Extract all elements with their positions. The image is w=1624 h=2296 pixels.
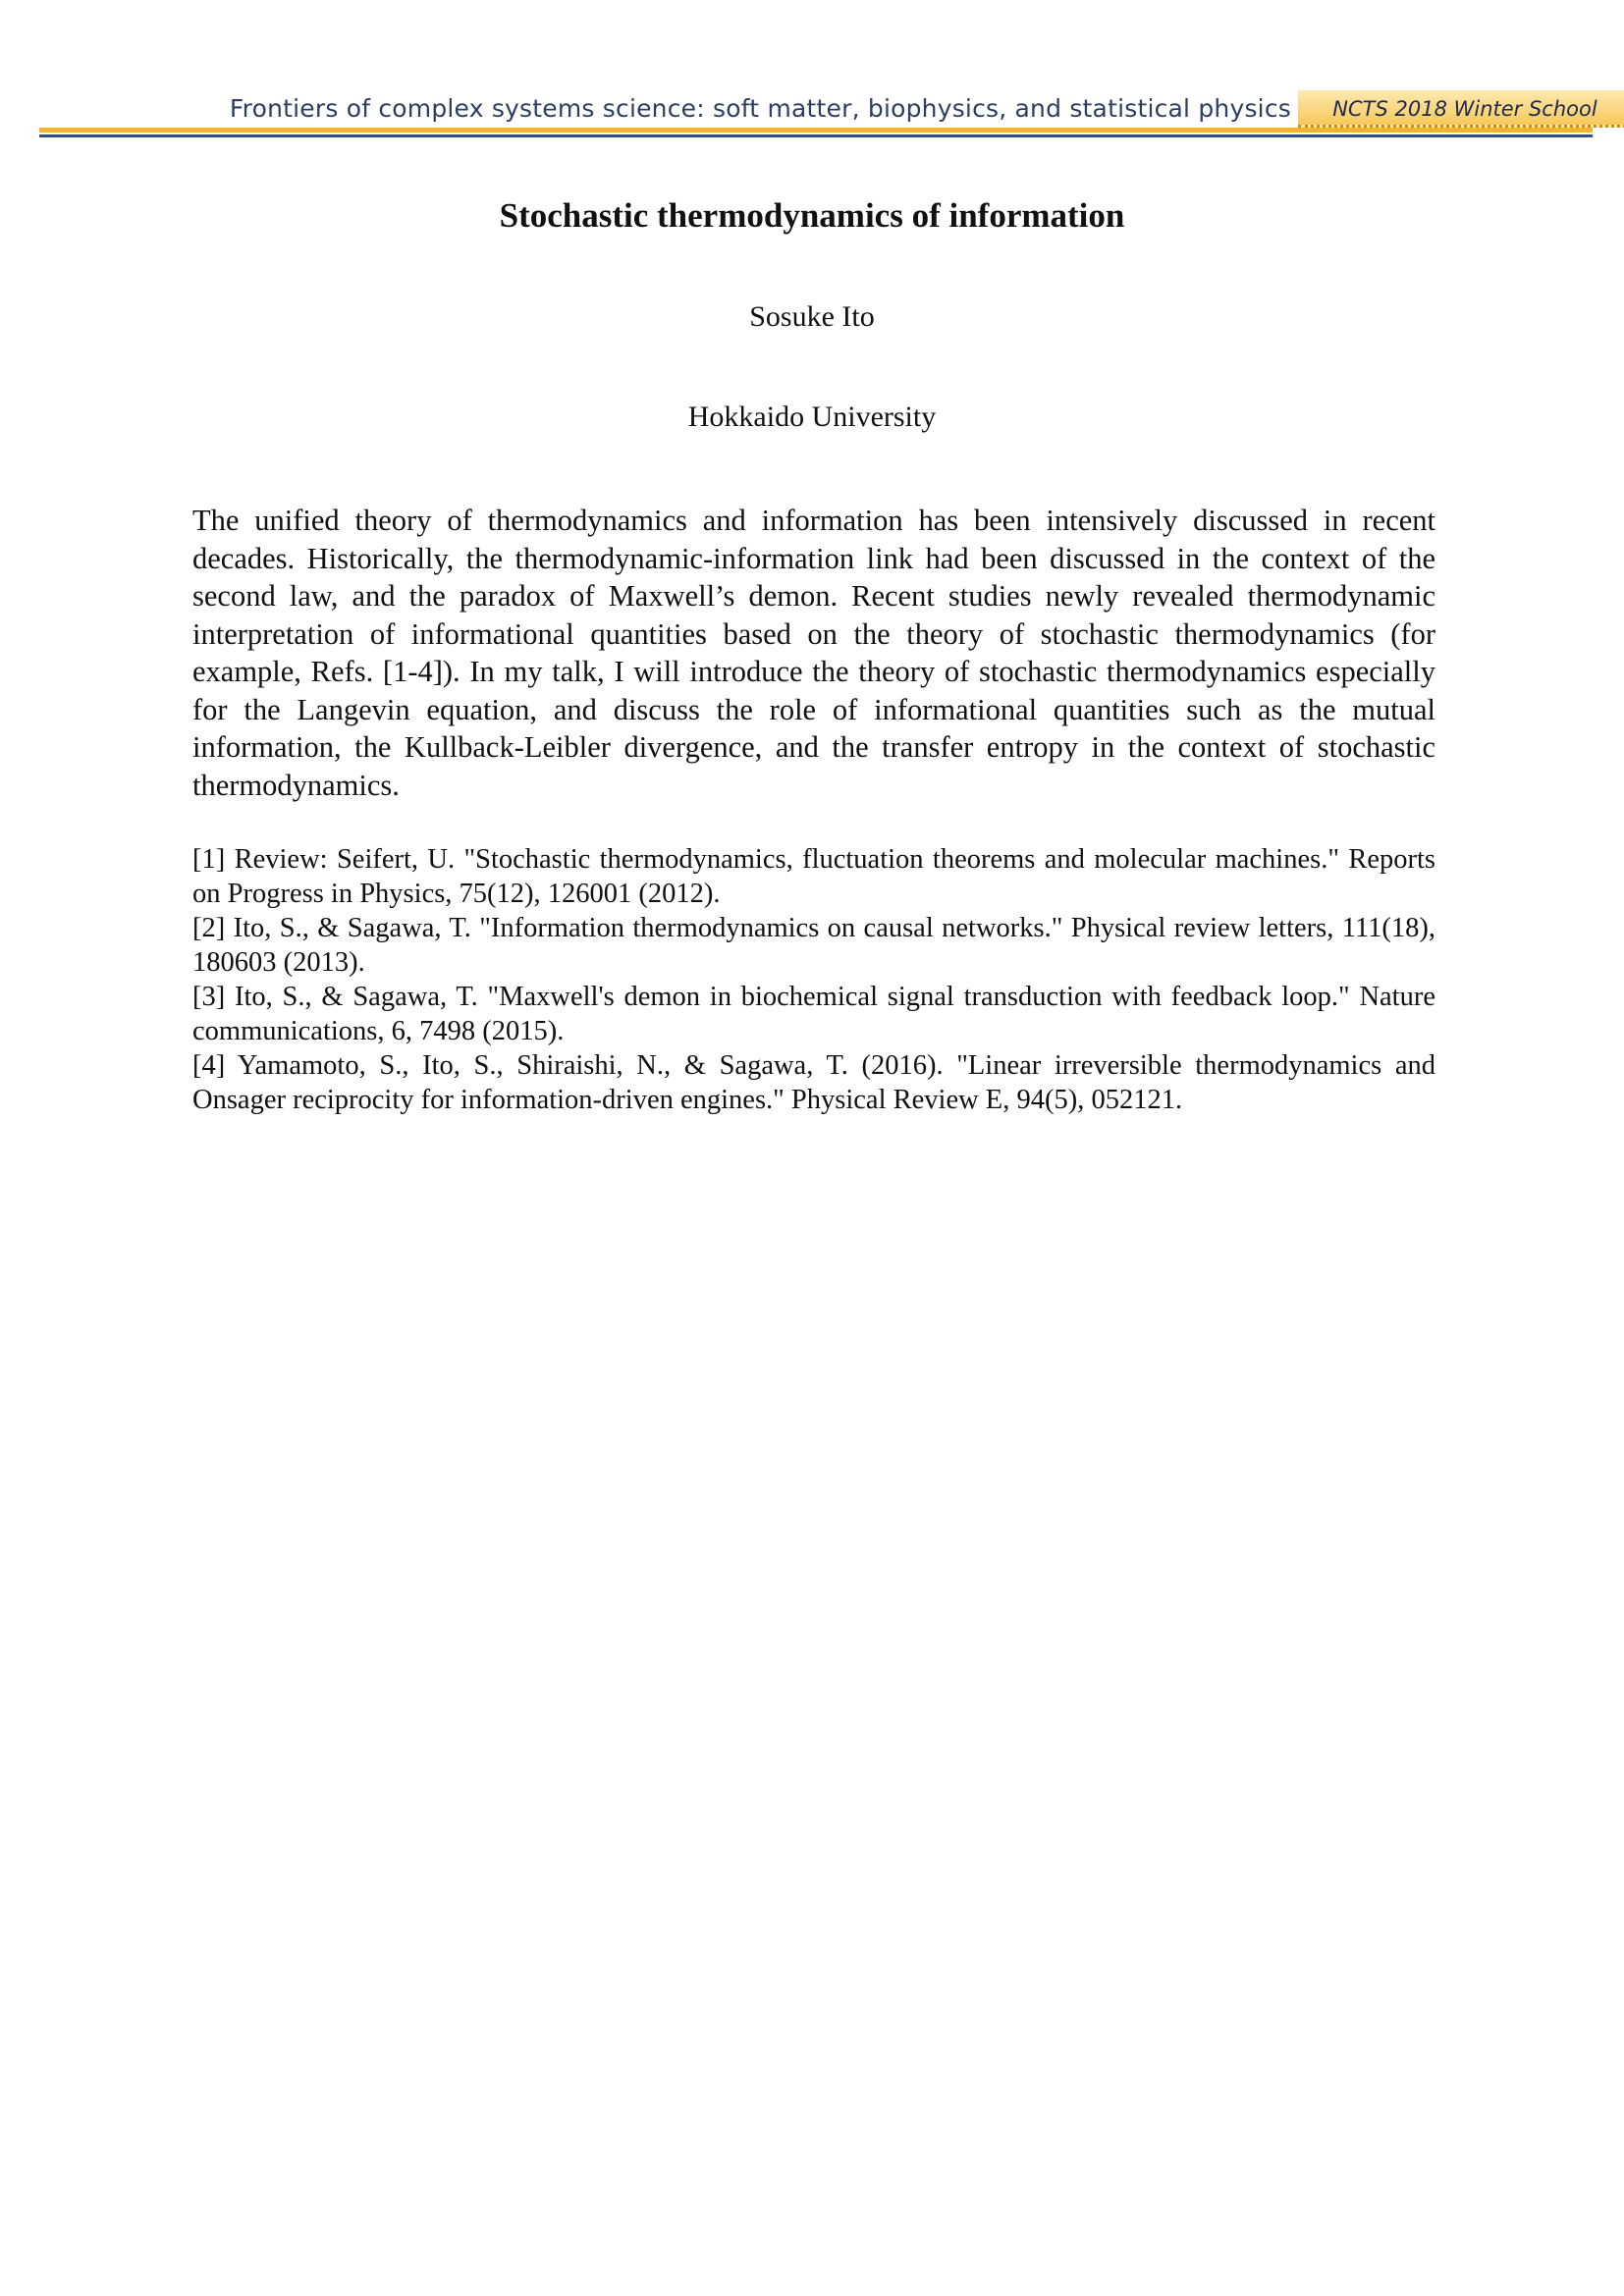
reference-item: [1] Review: Seifert, U. "Stochastic thermodynamics, fluctuation theorems and molecular machines." Reports on Progress in Physics, 75(12), 126001 (2012). [192, 844, 1435, 909]
paper-author: Sosuke Ito [749, 300, 875, 333]
header-rule-gold [39, 128, 1593, 133]
reference-item: [3] Ito, S., & Sagawa, T. "Maxwell's demon in biochemical signal transduction with feedback loop." Nature communications, 6, 7498 (2015). [192, 982, 1435, 1046]
reference-item: [4] Yamamoto, S., Ito, S., Shiraishi, N., & Sagawa, T. (2016). "Linear irreversible thermodynamics and Onsager reciprocity for information-driven engines." Physical Review E, 94(5), 052121. [192, 1050, 1435, 1115]
header-rule-navy [39, 134, 1593, 137]
header-series-title: Frontiers of complex systems science: soft matter, biophysics, and statistical physics [229, 94, 1291, 123]
reference-item: [2] Ito, S., & Sagawa, T. "Information thermodynamics on causal networks." Physical review letters, 111(18), 180603 (2013). [192, 913, 1435, 978]
paper-affiliation: Hokkaido University [687, 400, 937, 433]
header-badge: NCTS 2018 Winter School [1298, 90, 1624, 128]
paper-title: Stochastic thermodynamics of information [499, 196, 1125, 235]
paper-abstract: The unified theory of thermodynamics and information has been intensively discussed in recent decades. Historically, the thermodynamic-information link had been discussed in the context of the second law, and the paradox of Maxwell’s demon. Recent studies newly revealed thermodynamic interpretation of informational quantities based on the theory of stochastic thermodynamics (for example, Refs. [1-4]). In my talk, I will introduce the theory of stochastic thermodynamics especially for the Langevin equation, and discuss the role of informational quantities such as the mutual information, the Kullback-Leibler divergence, and the transfer entropy in the context of stochastic thermodynamics. [192, 504, 1435, 802]
reference-list [192, 842, 1435, 1117]
